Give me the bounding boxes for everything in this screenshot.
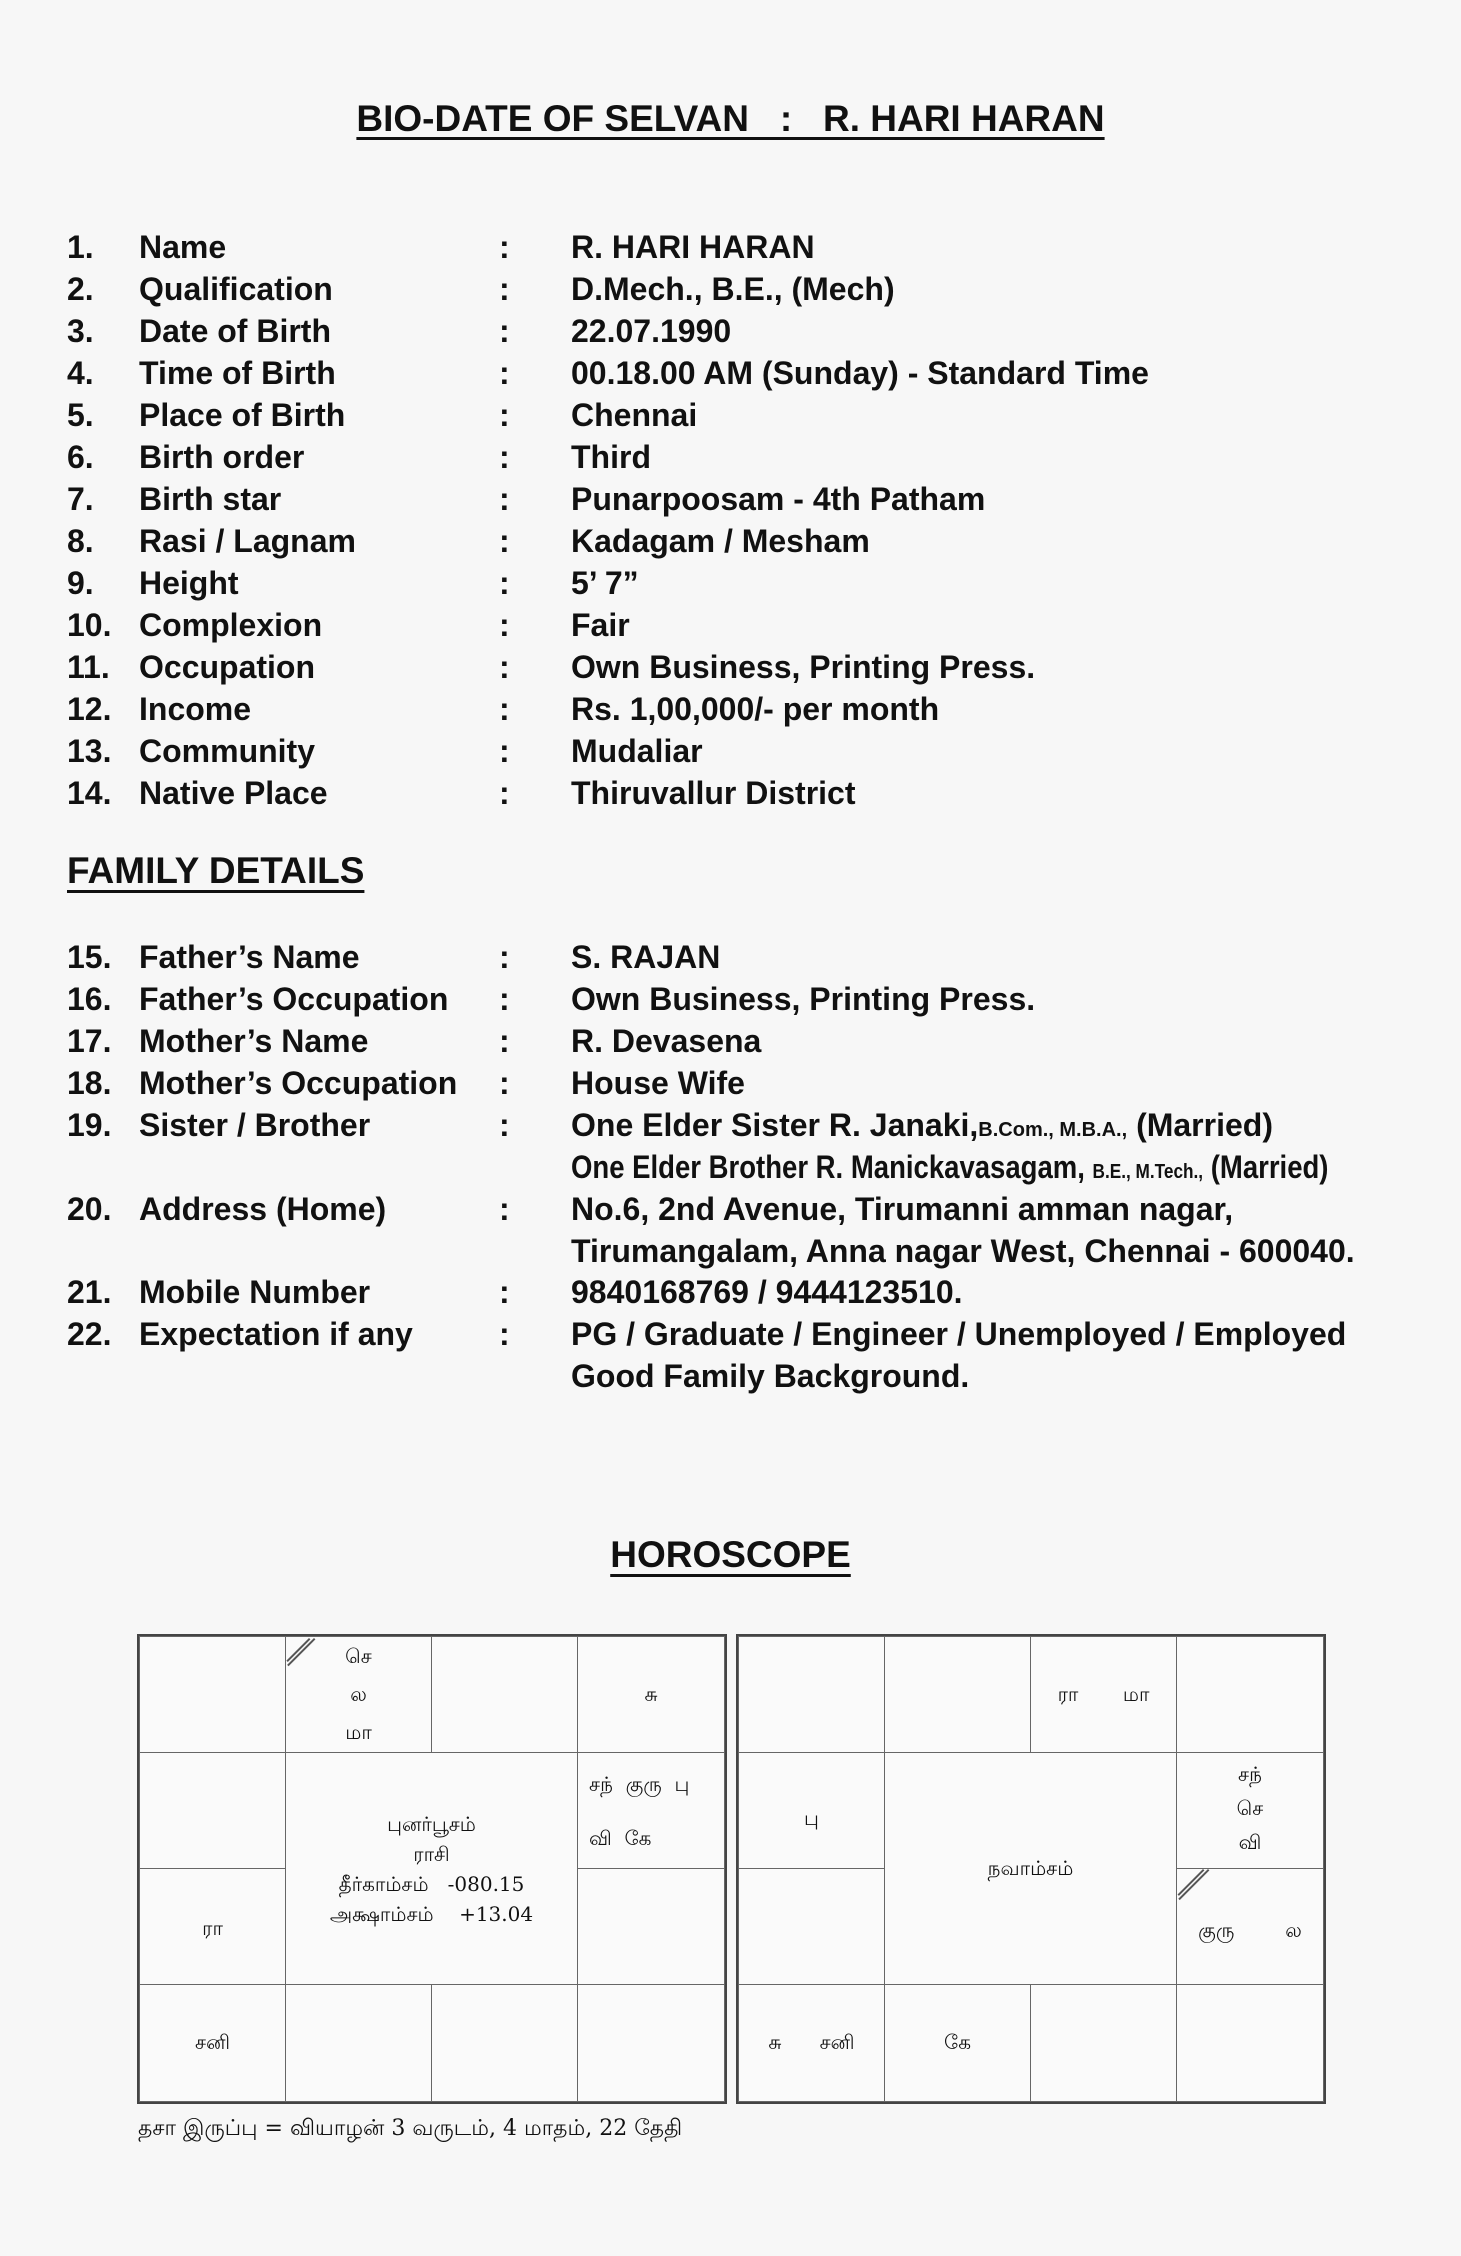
row-colon: : (499, 565, 510, 601)
row-value: Own Business, Printing Press. (571, 981, 1036, 1017)
rasi-planet: சந் குரு பு (589, 1772, 690, 1796)
navamsa-cell (1176, 1636, 1324, 1753)
latitude: அக்ஷாம்சம் +13.04 (329, 1902, 534, 1926)
row-colon: : (499, 229, 510, 265)
navamsa-cell (738, 1868, 885, 1985)
rasi-planet: மா (345, 1720, 372, 1744)
row-number: 15. (67, 939, 112, 975)
row-label: Community (139, 733, 315, 769)
row-value: 00.18.00 AM (Sunday) - Standard Time (571, 355, 1149, 391)
row-number: 12. (67, 691, 112, 727)
row-number: 7. (67, 481, 94, 517)
address-line-1: No.6, 2nd Avenue, Tirumanni amman nagar, (571, 1191, 1234, 1227)
row-colon: : (499, 271, 510, 307)
rasi-planet: ரா (202, 1916, 223, 1940)
row-value: Third (571, 439, 651, 475)
row-number: 8. (67, 523, 94, 559)
row-label: Birth order (139, 439, 305, 475)
navamsa-chart (736, 1634, 1326, 2104)
row-label: Birth star (139, 481, 282, 517)
rasi-cell (139, 1752, 286, 1869)
row-number: 16. (67, 981, 112, 1017)
row-value: R. Devasena (571, 1023, 762, 1059)
navamsa-planet: வி (1238, 1830, 1262, 1854)
expectation-line-1: PG / Graduate / Engineer / Unemployed / Employed (571, 1316, 1347, 1352)
address-line-2: Tirumangalam, Anna nagar West, Chennai - 600040. (571, 1233, 1355, 1269)
row-label: Father’s Occupation (139, 981, 449, 1017)
rasi-planet: வி கே (589, 1826, 652, 1850)
row-label: Height (139, 565, 239, 601)
row-number: 22. (67, 1316, 112, 1352)
row-label: Sister / Brother (139, 1107, 371, 1143)
row-colon: : (499, 775, 510, 811)
row-number: 17. (67, 1023, 112, 1059)
row-colon: : (499, 1023, 510, 1059)
navamsa-label: நவாம்சம் (987, 1856, 1074, 1880)
row-label: Mobile Number (139, 1274, 371, 1310)
row-label: Complexion (139, 607, 323, 643)
row-number: 19. (67, 1107, 112, 1143)
row-label: Name (139, 229, 227, 265)
row-colon: : (499, 733, 510, 769)
row-colon: : (499, 1191, 510, 1227)
row-value: Own Business, Printing Press. (571, 649, 1036, 685)
row-number: 6. (67, 439, 94, 475)
row-number: 21. (67, 1274, 112, 1310)
rasi-cell (139, 1636, 286, 1753)
row-colon: : (499, 397, 510, 433)
row-colon: : (499, 691, 510, 727)
row-number: 20. (67, 1191, 112, 1227)
row-value: Chennai (571, 397, 698, 433)
row-number: 9. (67, 565, 94, 601)
row-value: House Wife (571, 1065, 745, 1101)
row-value: Punarpoosam - 4th Patham (571, 481, 986, 517)
longitude: தீர்காம்சம் -080.15 (338, 1872, 525, 1896)
row-label: Income (139, 691, 252, 727)
row-label: Father’s Name (139, 939, 360, 975)
row-value: Rs. 1,00,000/- per month (571, 691, 940, 727)
brother-line: One Elder Brother R. Manickavasagam, B.E., M.Tech., (Married) (571, 1149, 1329, 1185)
row-value: 5’ 7” (571, 565, 639, 601)
navamsa-cell (1176, 1984, 1324, 2102)
row-colon: : (499, 1274, 510, 1310)
dasa-balance: தசா இருப்பு = வியாழன் 3 வருடம், 4 மாதம், 22 தேதி (138, 2116, 683, 2141)
rasi-cell (431, 1984, 578, 2102)
row-colon: : (499, 481, 510, 517)
rasi-cell (577, 1984, 725, 2102)
navamsa-cell (884, 1636, 1031, 1753)
expectation-line-2: Good Family Background. (571, 1358, 970, 1394)
navamsa-planet: பு (804, 1806, 819, 1830)
row-value: Thiruvallur District (571, 775, 856, 811)
navamsa-planet: கே (944, 2030, 971, 2054)
navamsa-cell (1030, 1984, 1177, 2102)
navamsa-cell (738, 1636, 885, 1753)
row-colon: : (499, 355, 510, 391)
navamsa-planet: செ (1236, 1796, 1264, 1820)
row-label: Date of Birth (139, 313, 331, 349)
row-colon: : (499, 939, 510, 975)
navamsa-planet: சு சனி (768, 2030, 855, 2054)
family-details-heading: FAMILY DETAILS (67, 850, 365, 891)
row-label: Occupation (139, 649, 316, 685)
rasi-planet: செ (345, 1644, 372, 1668)
rasi-cell (431, 1636, 578, 1753)
row-number: 13. (67, 733, 112, 769)
row-colon: : (499, 607, 510, 643)
row-value: Kadagam / Mesham (571, 523, 870, 559)
row-number: 18. (67, 1065, 112, 1101)
sister-line: One Elder Sister R. Janaki,B.Com., M.B.A., (Married) (571, 1107, 1273, 1143)
row-colon: : (499, 1107, 510, 1143)
row-number: 5. (67, 397, 94, 433)
rasi-planet: சனி (195, 2030, 230, 2054)
row-colon: : (499, 981, 510, 1017)
rasi-label: ராசி (413, 1842, 450, 1866)
horoscope-heading: HOROSCOPE (610, 1534, 851, 1575)
navamsa-planet: ரா மா (1057, 1682, 1150, 1706)
row-colon: : (499, 1316, 510, 1352)
row-number: 4. (67, 355, 94, 391)
row-number: 3. (67, 313, 94, 349)
row-label: Native Place (139, 775, 328, 811)
rasi-planet: சு (644, 1682, 658, 1706)
rasi-star: புனர்பூசம் (387, 1812, 476, 1836)
row-label: Mother’s Occupation (139, 1065, 458, 1101)
row-label: Mother’s Name (139, 1023, 369, 1059)
row-number: 14. (67, 775, 112, 811)
row-value: Mudaliar (571, 733, 703, 769)
rasi-cell (577, 1868, 725, 1985)
row-colon: : (499, 439, 510, 475)
row-number: 11. (67, 649, 110, 685)
row-number: 1. (67, 229, 94, 265)
row-label: Place of Birth (139, 397, 346, 433)
rasi-planet: ல (350, 1682, 367, 1706)
row-label: Address (Home) (139, 1191, 387, 1227)
row-colon: : (499, 313, 510, 349)
row-colon: : (499, 1065, 510, 1101)
row-number: 2. (67, 271, 94, 307)
row-value: 9840168769 / 9444123510. (571, 1274, 963, 1310)
row-label: Qualification (139, 271, 333, 307)
rasi-chart (137, 1634, 727, 2104)
row-colon: : (499, 523, 510, 559)
row-number: 10. (67, 607, 112, 643)
row-label: Rasi / Lagnam (139, 523, 356, 559)
row-value: S. RAJAN (571, 939, 721, 975)
row-label: Expectation if any (139, 1316, 413, 1352)
row-label: Time of Birth (139, 355, 336, 391)
row-value: Fair (571, 607, 630, 643)
page-title: BIO-DATE OF SELVAN : R. HARI HARAN (356, 98, 1105, 139)
row-colon: : (499, 649, 510, 685)
horoscope-heading-wrap (0, 1534, 1461, 1576)
rasi-cell (285, 1984, 432, 2102)
row-value: 22.07.1990 (571, 313, 732, 349)
row-value: D.Mech., B.E., (Mech) (571, 271, 895, 307)
row-value: R. HARI HARAN (571, 229, 815, 265)
navamsa-planet: குரு ல (1198, 1918, 1302, 1942)
navamsa-planet: சந் (1238, 1762, 1262, 1786)
